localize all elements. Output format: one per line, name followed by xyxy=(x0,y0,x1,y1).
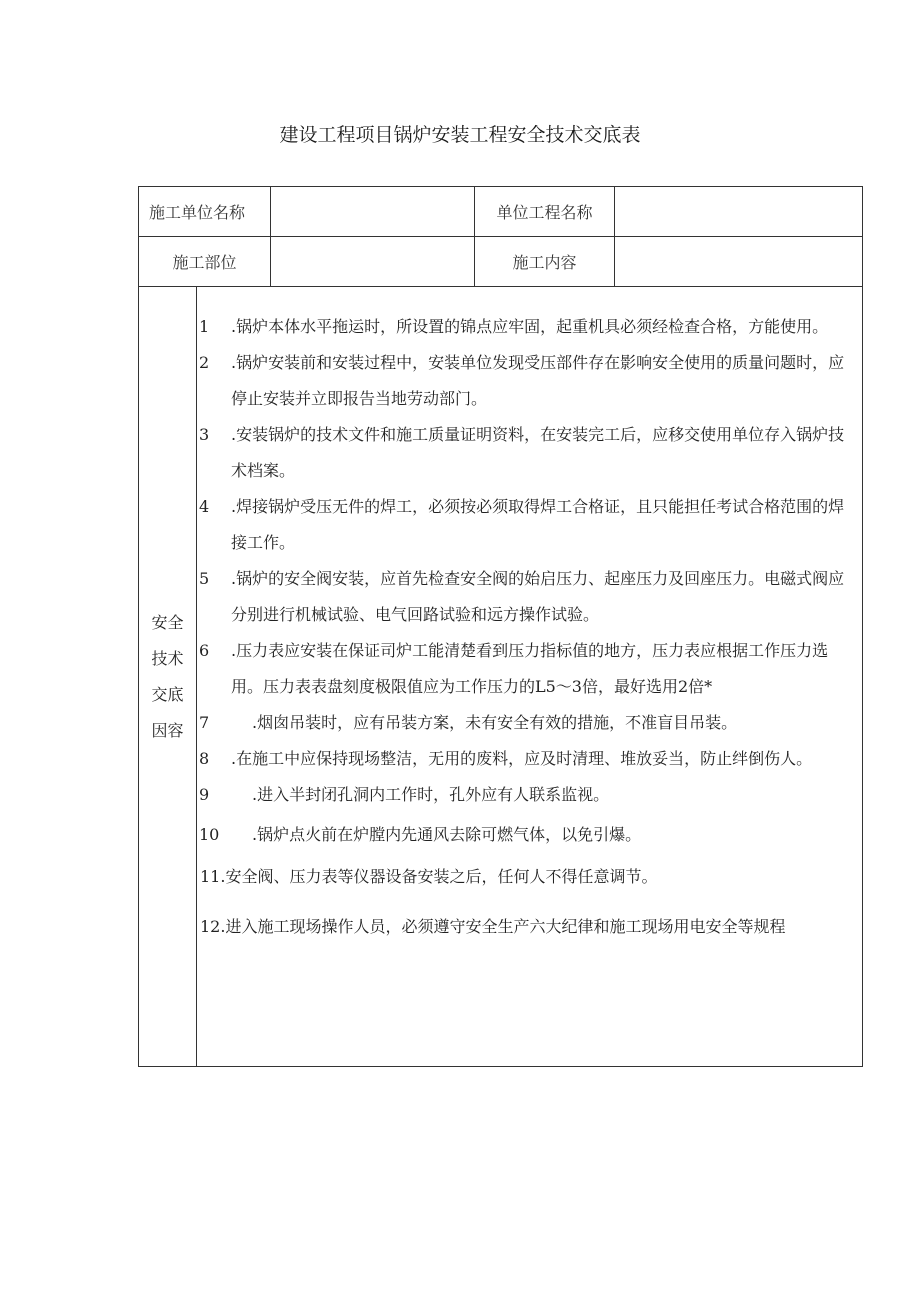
side-label-line: 技术 xyxy=(151,648,184,668)
item-number: 6 xyxy=(199,641,210,660)
item-text: .压力表应安装在保证司炉工能清楚看到压力指标值的地方，压力表应根据工作压力选用。压力表表盘刻度极限值应为工作压力的L5～3倍，最好选用2倍* xyxy=(231,641,829,696)
item-text: .锅炉的安全阀安装，应首先检查安全阀的始启压力、起座压力及回座压力。电磁式阀应分别进行机械试验、电气回路试验和远方操作试验。 xyxy=(231,569,845,624)
construction-content-label: 施工内容 xyxy=(475,237,615,287)
disclosure-side-label xyxy=(139,287,197,1067)
disclosure-items xyxy=(197,287,863,1067)
list-item xyxy=(197,859,862,895)
item-text: .进入半封闭孔洞内工作时，孔外应有人联系监视。 xyxy=(252,785,610,804)
list-item xyxy=(197,777,862,813)
item-text: .锅炉安装前和安装过程中，安装单位发现受压部件存在影响安全使用的质量问题时，应停止安装并立即报告当地劳动部门。 xyxy=(231,353,845,408)
document-title: 建设工程项目锅炉安装工程安全技术交底表 xyxy=(279,124,641,146)
list-item xyxy=(197,561,862,633)
list-item xyxy=(197,817,862,853)
item-number: 10 xyxy=(199,825,220,844)
item-text: 12.进入施工现场操作人员，必须遵守安全生产六大纪律和施工现场用电安全等规程 xyxy=(200,917,786,936)
item-text: .烟囱吊装时，应有吊装方案，未有安全有效的措施，不准盲目吊装。 xyxy=(252,713,738,732)
project-name-value[interactable] xyxy=(615,187,863,237)
table-row-unit xyxy=(139,187,863,237)
item-number: 4 xyxy=(199,497,210,516)
table-row-part xyxy=(139,237,863,287)
list-item xyxy=(197,705,862,741)
list-item xyxy=(197,633,862,705)
construction-part-label: 施工部位 xyxy=(139,237,271,287)
list-item xyxy=(197,345,862,417)
item-text: .锅炉点火前在炉膛内先通风去除可燃气体，以免引爆。 xyxy=(252,825,642,844)
item-text: 11.安全阀、压力表等仪器设备安装之后，任何人不得任意调节。 xyxy=(200,867,658,886)
list-item xyxy=(197,909,862,945)
item-number: 7 xyxy=(199,713,210,732)
unit-name-value[interactable] xyxy=(271,187,475,237)
list-item xyxy=(197,309,862,345)
construction-content-value[interactable] xyxy=(615,237,863,287)
item-number: 8 xyxy=(199,749,210,768)
list-item xyxy=(197,417,862,489)
item-number: 3 xyxy=(199,425,210,444)
item-number: 2 xyxy=(199,353,210,372)
item-text: .安装锅炉的技术文件和施工质量证明资料，在安装完工后，应移交使用单位存入锅炉技术档案。 xyxy=(231,425,845,480)
disclosure-table xyxy=(138,186,863,1067)
item-number: 5 xyxy=(199,569,210,588)
construction-part-value[interactable] xyxy=(271,237,475,287)
item-text: .焊接锅炉受压无件的焊工，必须按必须取得焊工合格证，且只能担任考试合格范围的焊接工作。 xyxy=(231,497,845,552)
side-label-line: 安全 xyxy=(151,612,184,632)
side-label-line: 因容 xyxy=(151,720,184,740)
list-item xyxy=(197,741,862,777)
unit-name-label: 施工单位名称 xyxy=(139,187,271,237)
item-number: 1 xyxy=(199,317,210,336)
item-text: .在施工中应保持现场整洁，无用的废料，应及时清理、堆放妥当，防止绊倒伤人。 xyxy=(231,749,813,768)
table-row-content xyxy=(139,287,863,1067)
project-name-label: 单位工程名称 xyxy=(475,187,615,237)
side-label-line: 交底 xyxy=(151,684,184,704)
list-item xyxy=(197,489,862,561)
item-number: 9 xyxy=(199,785,210,804)
item-text: .锅炉本体水平拖运时，所设置的锦点应牢固，起重机具必须经检查合格，方能使用。 xyxy=(231,317,829,336)
